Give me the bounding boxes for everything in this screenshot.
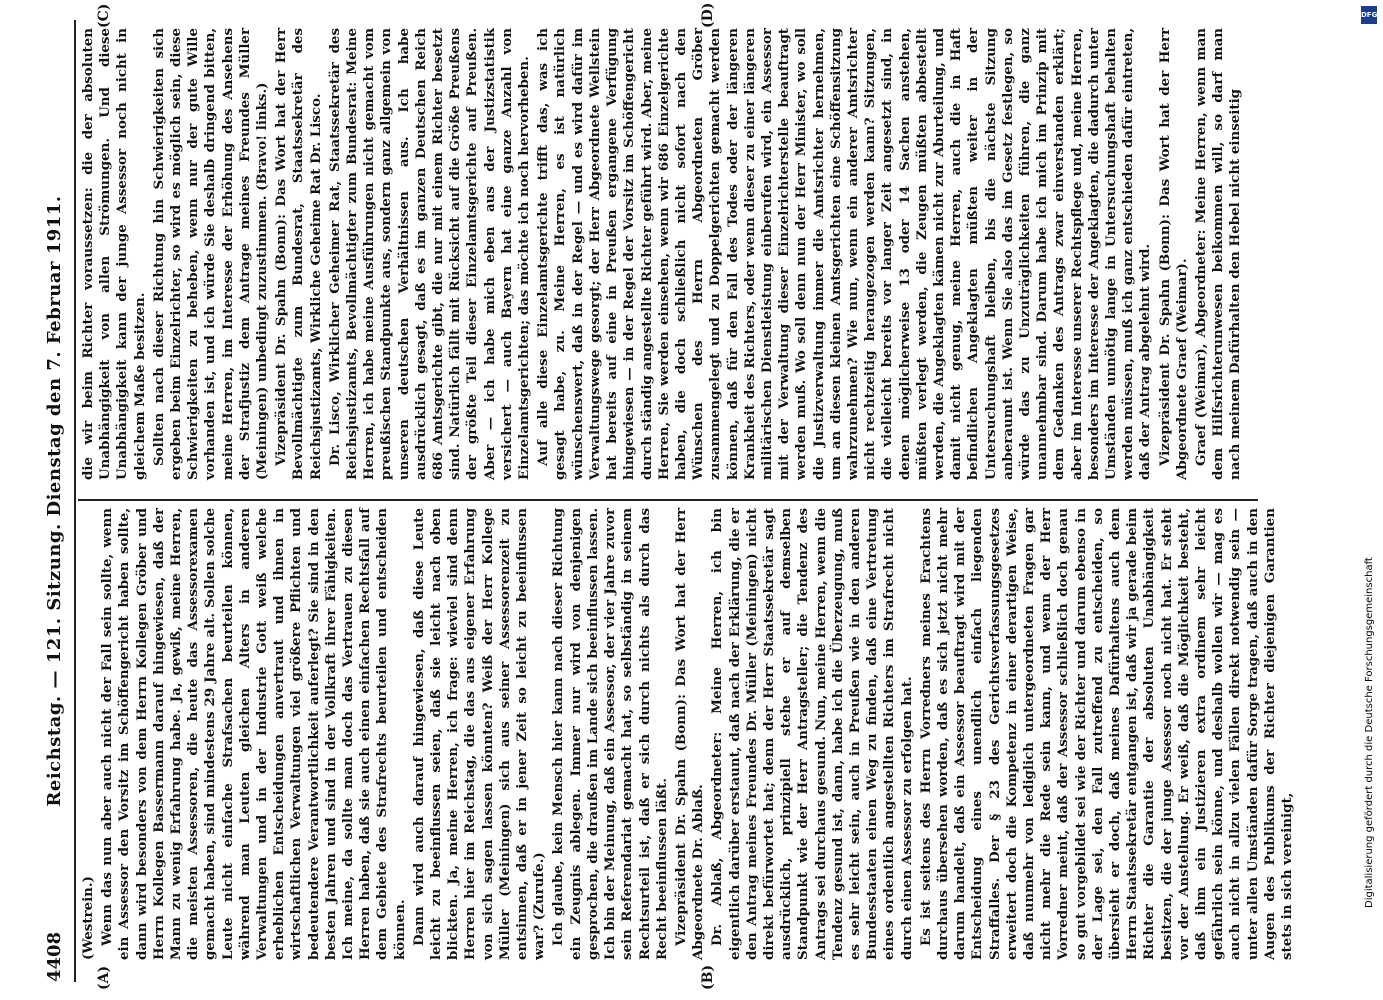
paragraph: Wenn das nun aber auch nicht der Fall sein sollte, wenn ein Assessor den Vorsitz im Schöffengericht haben sollte, dann wird besonders von dem Herrn Kollegen Gröber und Herrn Kollegen Bassermann darauf hingewiesen, daß der Mann zu wenig Erfahrung habe. Ja, gewiß, meine Herren, die meisten Assessoren, die heute das Assessorexamen gemacht haben, sind mindestens 29 Jahre alt. Sollen solche Leute nicht einfache Strafsachen beurteilen können, während man Leuten gleichen Alters in anderen Verwaltungen und in der Industrie Gott weiß welche erheblichen Entscheidungen anvertraut und ihnen in wirtschaftlichen Verwaltungen viel größere Pflichten und bedeutendere Verantwortlichkeit auferlegt? Sie sind in den besten Jahren und sind in der Vollkraft ihrer Fähigkeiten. Ich meine, da sollte man doch das Vertrauen zu diesen Herren haben, daß sie auch einen einfachen Rechtsfall auf dem Gebiete des Strafrechts beurteilen und entscheiden können.: [99, 508, 408, 960]
paragraph: Sollten nach dieser Richtung hin Schwierigkeiten sich ergeben beim Einzelrichter, so wird es möglich sein, diese Schwierigkeiten zu beheben, wenn nur der gute Wille vorhanden ist, und ich würde Sie deshalb dringend bitten, meine Herren, im Interesse der Erhöhung des Ansehens der Strafjustiz dem Antrage meines Freundes Müller (Meiningen) unbedingt zuzustimmen. (Bravo! links.): [150, 28, 271, 480]
paragraph: Dr. Ablaß, Abgeordneter: Meine Herren, ich bin eigentlich darüber erstaunt, daß nach der Erklärung, die er den Antrag meines Freundes Dr. Müller (Meiningen) nicht direkt befürwortet hat; denn der Herr Staatssekretär sagt ausdrücklich, prinzipiell stehe er auf demselben Standpunkt wie der Herr Antragsteller; die Tendenz des Antrags sei durchaus gesund. Nun, meine Herren, wenn die Tendenz gesund ist, dann, habe ich die Überzeugung, muß es sehr leicht sein, auch in Preußen wie in den anderen Bundesstaaten einen Weg zu finden, daß eine Vertretung eines ordentlich angestellten Richters im Strafrecht nicht durch einen Assessor zu erfolgen hat.: [709, 508, 915, 960]
digitization-credit: [1363, 8, 1377, 908]
paragraph: Vizepräsident Dr. Spahn (Bonn): Das Wort hat der Herr Abgeordnete Dr. Ablaß.: [672, 508, 707, 960]
credit-text: Digitalisierung gefördert durch die Deutsche Forschungsgemeinschaft: [1364, 557, 1375, 908]
margin-mark-d: (D): [700, 2, 716, 28]
running-title: Reichstag. — 121. Sitzung. Dienstag den 7. Februar 1911.: [44, 195, 65, 807]
column-divider: [78, 499, 1258, 501]
paragraph: Vizepräsident Dr. Spahn (Bonn): Das Wort hat der Herr Abgeordnete Graef (Weimar).: [1156, 28, 1190, 480]
paragraph: die wir beim Richter voraussetzen: die der absoluten Unabhängigkeit von allen Strömungen. Und diese Unabhängigkeit kann der junge Assessor noch nicht in gleichem Maße besitzen.: [80, 28, 148, 480]
right-column: [80, 28, 1250, 480]
dfg-logo: DFG: [1361, 6, 1377, 24]
paragraph: Ich glaube, kein Mensch hier kann nach dieser Richtung ein Zeugnis ablegen. Immer nur wird von denjenigen gesprochen, die draußen im Lande sich beeinflussen lassen. Ich bin der Meinung, daß ein Assessor, der vier Jahre zuvor sein Referendariat gemacht hat, so selbständig in seinem Rechtsurteil ist, daß er sich durch nichts als durch das Recht beeinflussen läßt.: [550, 508, 670, 960]
paragraph: (Westrein.): [80, 876, 96, 960]
paragraph: Dr. Lisco, Wirklicher Geheimer Rat, Staatssekretär des Reichsjustizamts, Bevollmächtigter zum Bundesrat: Meine Herren, ich habe meine Ausführungen nicht gemacht vom preußischen Standpunkte aus, sondern ganz allgemein von unseren deutschen Verhältnissen aus. Ich habe ausdrücklich gesagt, daß es im ganzen Deutschen Reich 686 Amtsgerichte gibt, die nur mit einem Richter besetzt sind. Natürlich fällt mit Rücksicht auf die Größe Preußens der größte Teil dieser Einzelamtsgerichte auf Preußen. Aber — ich habe mich eben aus der Justizstatistik versichert — auch Bayern hat eine ganze Anzahl von Einzelamtsgerichten; das möchte ich noch hervorheben.: [326, 28, 533, 480]
paragraph: Dann wird auch darauf hingewiesen, daß diese Leute leicht zu beeinflussen seien, daß sie leicht nach oben blickten. Ja, meine Herren, ich frage: wieviel sind denn Herren hier im Reichstag, die das aus eigener Erfahrung von sich sagen lassen könnten? Weiß der Herr Kollege Müller (Meiningen) sich aus seiner Assessorenzeit zu entsinnen, daß er in jener Zeit so leicht zu beeinflussen war? (Zurufe.): [410, 508, 548, 960]
page-header: [40, 20, 72, 982]
paragraph: Es ist seitens des Herrn Vorredners meines Erachtens durchaus übersehen worden, daß es sich jetzt nicht mehr darum handelt, daß ein Assessor beauftragt wird mit der Entscheidung eines unendlich einfach liegenden Straffalles. Der § 23 des Gerichtsverfassungsgesetzes erweitert doch die Kompetenz in einer derartigen Weise, daß nunmehr von lediglich untergeordneten Fragen gar nicht mehr die Rede sein kann, und wenn der Herr Vorredner meint, daß der Assessor schließlich doch genau so gut vorgebildet sei wie der Richter und darum ebenso in der Lage sei, den Fall zutreffend zu entscheiden, so übersieht er doch, daß meines Dafürhaltens auch dem Herrn Staatssekretär entgangen ist, daß wir ja gerade beim Richter die Garantie der absoluten Unabhängigkeit besitzen, die der junge Assessor noch nicht hat. Er steht vor der Anstellung. Er weiß, daß die Möglichkeit besteht, daß ihm ein Justizieren extra ordinem sehr leicht gefährlich sein könne, und deshalb wollen wir — mag es auch nicht in allzu vielen Fällen direkt notwendig sein — unter allen Umständen dafür Sorge tragen, daß auch in den Augen des Publikums der Richter diejenigen Garantien stets in sich vereinigt,: [917, 508, 1296, 960]
header-rule: [74, 20, 76, 982]
margin-mark-b: (B): [700, 964, 716, 990]
margin-mark-a: (A): [96, 965, 112, 990]
left-column: [80, 508, 1296, 960]
paragraph: Auf alle diese Einzelamtsgerichte trifft das, was ich gesagt habe, zu. Meine Herren, es ist natürlich wünschenswert, daß in der Regel — und es wird dafür im Verwaltungswege gesorgt; der Herr Abgeordnete Wellstein hat bereits auf eine in Preußen ergangene Verfügung hingewiesen — in der Regel der Vorsitz im Schöffengericht durch ständig angestellte Richter geführt wird. Aber, meine Herren, Sie werden einsehen, wenn wir 686 Einzelgerichte haben, die doch schließlich nicht sofort nach den Wünschen des Herrn Abgeordneten Gröber zusammengelegt und zu Doppelgerichten gemacht werden können, daß für den Fall des Todes oder der längeren Krankheit des Richters, oder wenn dieser zu einer längeren militärischen Dienstleistung einberufen wird, ein Assessor mit der Verwaltung dieser Einzelrichterstelle beauftragt werden muß. Wo soll denn nun der Herr Minister, wo soll die Justizverwaltung immer die Amtsrichter hernehmen, um an diesen kleinen Amtsgerichten eine Schöffensitzung wahrzunehmen? Wie nun, wenn ein anderer Amtsrichter nicht rechtzeitig herangezogen werden kann? Sitzungen, die vielleicht bereits vor langer Zeit angesetzt sind, in denen möglicherweise 13 oder 14 Sachen anstehen, müßten verlegt werden, die Zeugen müßten abbestellt werden, die Angeklagten kämen nicht zur Aburteilung, und damit nicht genug, meine Herren, auch die in Haft befindlichen Angeklagten müßten weiter in der Untersuchungshaft bleiben, bis die nächste Sitzung anberaumt ist. Wenn Sie also das im Gesetz festlegen, so würde das zu Unzuträglichkeiten führen, die ganz unannehmbar sind. Darum habe ich mich im Prinzip mit dem Gedanken des Antrags zwar einverstanden erklärt; aber im Interesse unserer Rechtspflege und, meine Herren, besonders im Interesse der Angeklagten, die dadurch unter Umständen unnötig lange in Untersuchungshaft behalten werden müssen, muß ich ganz entschieden dafür eintreten, daß der Antrag abgelehnt wird.: [535, 28, 1154, 480]
margin-mark-c: (C): [96, 3, 112, 28]
paragraph: Graef (Weimar), Abgeordneter: Meine Herren, wenn man dem Hilfsrichterunwesen beikommen will, so darf man nach meinem Dafürhalten den Hebel nicht einseitig: [1193, 28, 1244, 480]
page-number: 4408: [44, 931, 65, 982]
paragraph: Vizepräsident Dr. Spahn (Bonn): Das Wort hat der Herr Bevollmächtigte zum Bundesrat, Staatssekretär des Reichsjustizamts, Wirkliche Geheime Rat Dr. Lisco.: [273, 28, 324, 480]
